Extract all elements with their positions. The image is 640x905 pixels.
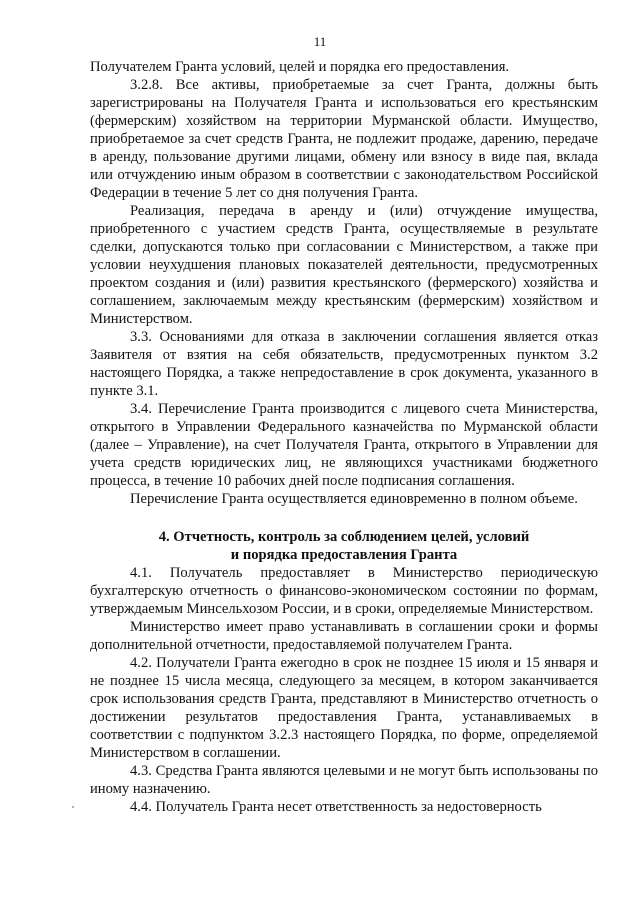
- paragraph: 3.3. Основаниями для отказа в заключении соглашения является отказ Заявителя от взятия на себя обязательств, предусмотренных пунктом 3.2 настоящего Порядка, а также непредоставление в срок документа, указанного в пункте 3.1.: [90, 329, 598, 399]
- paragraph: 4.1. Получатель предоставляет в Министерство периодическую бухгалтерскую отчетность о финансово-экономическом состоянии по формам, утверждаемым Минсельхозом России, и в сроки, определяемые Министерством.: [90, 565, 598, 617]
- paragraph: 3.4. Перечисление Гранта производится с лицевого счета Министерства, открытого в Управлении Федерального казначейства по Мурманской области (далее – Управление), на счет Получателя Гранта, открытого в Управлении для учета средств юридических лиц, не являющихся участниками бюджетного процесса, в течение 10 рабочих дней после подписания соглашения.: [90, 401, 598, 489]
- paragraph: 4.2. Получатели Гранта ежегодно в срок не позднее 15 июля и 15 января и не позднее 15 числа месяца, следующего за месяцем, в котором заканчивается срок использования средств Гранта, представляют в Министерство отчетность о достижении результатов предоставления Гранта, устанавливаемых в соответствии с подпунктом 3.2.3 настоящего Порядка, по форме, определяемой Министерством в соглашении.: [90, 655, 598, 761]
- document-body: [90, 58, 598, 816]
- paragraph: Реализация, передача в аренду и (или) отчуждение имущества, приобретенного с участием средств Гранта, осуществляемые в результате сделки, допускаются только при согласовании с Министерством, а также при условии неухудшения плановых показателей деятельности, предусмотренных проектом создания и (или) развития крестьянского (фермерского) хозяйства и соглашением, заключаемым между крестьянским (фермерским) хозяйством и Министерством.: [90, 203, 598, 327]
- paragraph: 3.2.8. Все активы, приобретаемые за счет Гранта, должны быть зарегистрированы на Получателя Гранта и использоваться его крестьянским (фермерским) хозяйством на территории Мурманской области. Имущество, приобретаемое за счет средств Гранта, не подлежит продаже, дарению, передаче в аренду, пользование другими лицами, обмену или взносу в виде пая, вклада или отчуждению иным образом в соответствии с законодательством Российской Федерации в течение 5 лет со дня получения Гранта.: [90, 77, 598, 201]
- paragraph: Получателем Гранта условий, целей и порядка его предоставления.: [90, 59, 510, 75]
- paragraph: 4.3. Средства Гранта являются целевыми и не могут быть использованы по иному назначению.: [90, 763, 598, 797]
- section-heading-line1: 4. Отчетность, контроль за соблюдением целей, условий: [158, 529, 530, 545]
- section-heading: [90, 528, 598, 564]
- paragraphs-before: [90, 58, 598, 508]
- page-number: 11: [313, 34, 327, 49]
- paragraphs-after: [90, 564, 598, 816]
- paragraph: Министерство имеет право устанавливать в соглашении сроки и формы дополнительной отчетности, предоставляемой получателем Гранта.: [90, 619, 598, 653]
- section-heading-line2: и порядка предоставления Гранта: [230, 547, 458, 563]
- margin-mark: [72, 806, 74, 808]
- paragraph: 4.4. Получатель Гранта несет ответственность за недостоверность: [130, 799, 542, 815]
- paragraph: Перечисление Гранта осуществляется единовременно в полном объеме.: [130, 491, 578, 507]
